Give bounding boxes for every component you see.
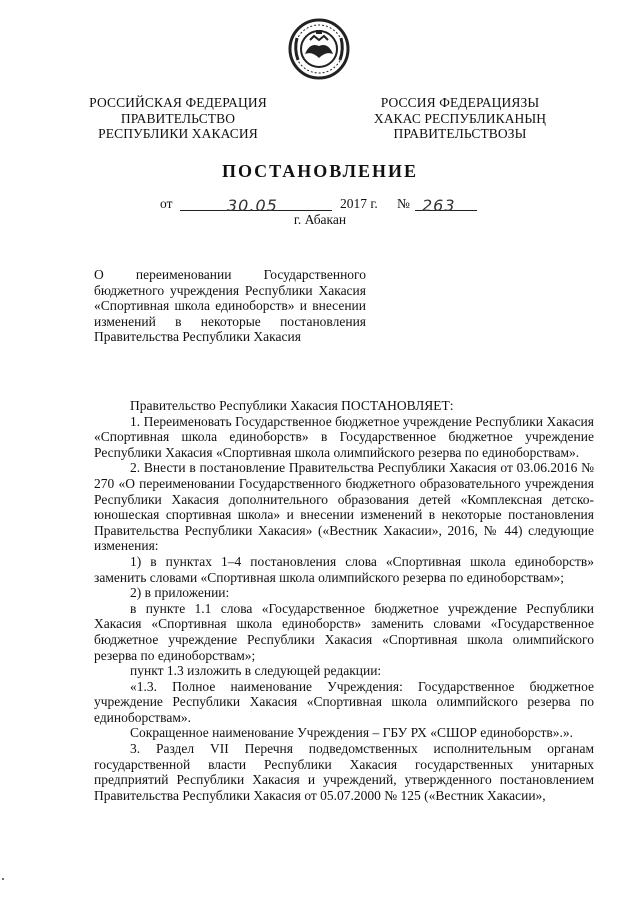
coat-of-arms-emblem	[288, 18, 350, 80]
khakassia-coat-of-arms-icon	[288, 18, 350, 80]
paragraph-1: 1. Переименовать Государственное бюджетное учреждение Республики Хакасия «Спортивная школа единоборств» в Государственное бюджетное учреждение Республики Хакасия «Спортивная школа олимпийского резерва по единоборствам».	[94, 413, 594, 460]
paragraph-2: 2. Внести в постановление Правительства Республики Хакасия от 03.06.2016 № 270 «О переименовании Государственного бюджетного образовательного учреждения Республики Хакасия дополнительного образования детей «Комплексная детско-юношеская спортивная школа» и внесении изменений в некоторые постановления Правительства Республики Хакасия» («Вестник Хакасии», 2016, № 44) следующие изменения:	[94, 460, 594, 554]
date-number-line	[160, 194, 490, 214]
date-prefix: от	[160, 196, 173, 211]
year-label: 2017 г.	[340, 196, 378, 211]
handwritten-date: 30.05	[227, 196, 278, 215]
header-left-line-3: РЕСПУБЛИКИ ХАКАСИЯ	[98, 126, 258, 141]
paragraph-2-item-2-sub-d: Сокращенное наименование Учреждения – ГБУ РХ «СШОР единоборств».».	[130, 725, 574, 741]
number-label: №	[397, 196, 410, 211]
header-right-line-1: РОССИЯ ФЕДЕРАЦИЯЗЫ	[380, 95, 540, 110]
paragraph-2-item-2: 2) в приложении:	[130, 585, 230, 601]
header-left-line-2: ПРАВИТЕЛЬСТВО	[120, 110, 236, 126]
paragraph-2-item-2-sub-b: пункт 1.3 изложить в следующей редакции:	[130, 663, 382, 679]
scan-speck	[2, 878, 4, 880]
header-right-line-2: ХАКАС РЕСПУБЛИКАНЫҢ	[373, 110, 547, 126]
handwritten-number: 263	[422, 196, 456, 215]
resolution-body	[94, 398, 594, 803]
header-left-russian	[78, 95, 278, 142]
paragraph-2-item-2-sub-a: в пункте 1.1 слова «Государственное бюджетное учреждение Республики Хакасия «Спортивная школа единоборств» заменить словами «Государственное бюджетное учреждение Республики Хакасия «Спортивная школа олимпийского резерва по единоборствам»;	[94, 600, 594, 663]
paragraph-2-item-1: 1) в пунктах 1–4 постановления слова «Спортивная школа единоборств» заменить словами «Спортивная школа олимпийского резерва по единоборствам»;	[94, 553, 594, 585]
header-right-line-3: ПРАВИТЕЛЬСТВОЗЫ	[393, 126, 527, 141]
header-right-khakas	[360, 95, 560, 142]
paragraph-3: 3. Раздел VII Перечня подведомственных исполнительным органам государственной власти Республики Хакасия государственных унитарных предприятий Республики Хакасия и учреждений, утвержденного постановлением Правительства Республики Хакасия от 05.07.2000 № 125 («Вестник Хакасии»,	[94, 741, 594, 803]
document-title: ПОСТАНОВЛЕНИЕ	[221, 161, 419, 181]
preamble: Правительство Республики Хакасия ПОСТАНОВЛЯЕТ:	[130, 398, 454, 413]
resolution-subject: О переименовании Государственного бюджетного учреждения Республики Хакасия «Спортивная школа единоборств» и внесении изменений в некоторые постановления Правительства Республики Хакасия	[94, 267, 366, 345]
paragraph-2-item-2-sub-c: «1.3. Полное наименование Учреждения: Государственное бюджетное учреждение Республики Хакасия «Спортивная школа олимпийского резерва по единоборствам».	[94, 678, 594, 725]
city-label: г. Абакан	[293, 212, 347, 227]
header-left-line-1: РОССИЙСКАЯ ФЕДЕРАЦИЯ	[89, 95, 267, 110]
